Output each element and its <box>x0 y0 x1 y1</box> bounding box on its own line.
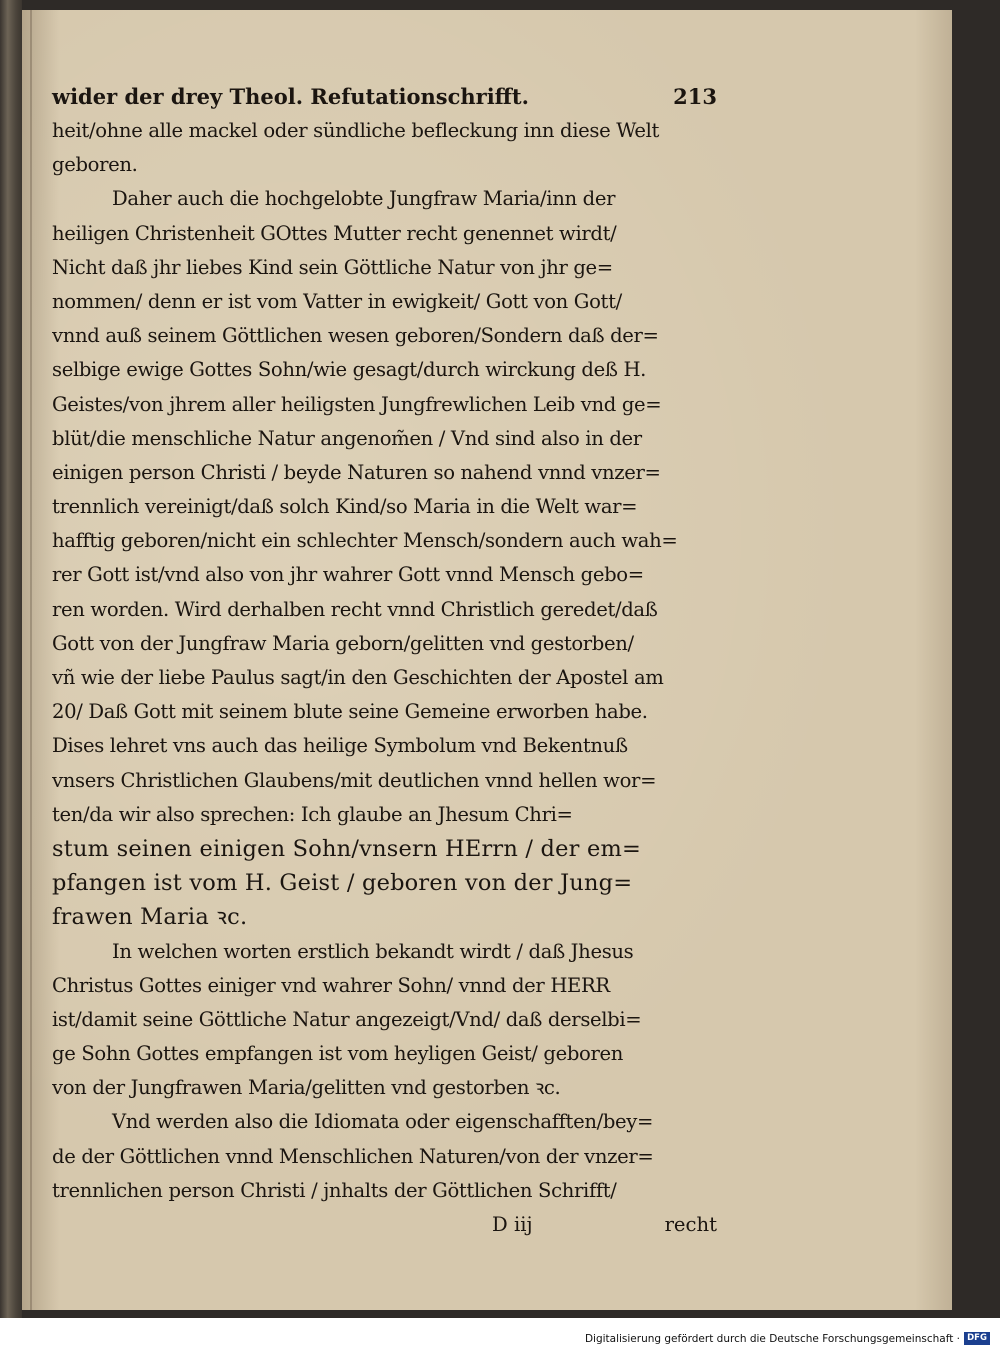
running-title: wider der drey Theol. Refutationschrifft. <box>52 84 529 109</box>
book-page <box>22 10 952 1310</box>
book-binding-edge <box>0 0 22 1318</box>
text-line: 20/ Daß Gott mit seinem blute seine Gemeine erworben habe. <box>52 700 648 724</box>
text-line: Daher auch die hochgelobte Jungfraw Maria/inn der <box>112 187 616 211</box>
text-line: blüt/die menschliche Natur angenom̃en / Vnd sind also in der <box>52 426 642 450</box>
text-line: rer Gott ist/vnd also von jhr wahrer Gott vnnd Mensch gebo= <box>52 563 644 587</box>
gutter-shadow <box>30 10 32 1310</box>
page-text-block <box>52 80 717 1242</box>
text-line: ge Sohn Gottes empfangen ist vom heyligen Geist/ geboren <box>52 1042 624 1066</box>
page-footer <box>52 1208 717 1242</box>
text-line: heiligen Christenheit GOttes Mutter recht genennet wirdt/ <box>52 221 617 245</box>
catchword: recht <box>664 1213 717 1236</box>
text-line: ren worden. Wird derhalben recht vnnd Christlich geredet/daß <box>52 597 658 621</box>
text-line: trennlich vereinigt/daß solch Kind/so Maria in die Welt war= <box>52 495 638 519</box>
text-line: hafftig geboren/nicht ein schlechter Mensch/sondern auch wah= <box>52 529 678 553</box>
creed-line: stum seinen einigen Sohn/vnsern HErrn / der em= <box>52 835 642 862</box>
signature-mark: D iij <box>492 1213 533 1236</box>
creed-line: frawen Maria ꝛc. <box>52 904 248 931</box>
text-line: geboren. <box>52 153 138 177</box>
text-line: Vnd werden also die Idiomata oder eigenschafften/bey= <box>112 1110 654 1134</box>
text-line: ist/damit seine Göttliche Natur angezeigt/Vnd/ daß derselbi= <box>52 1007 642 1031</box>
text-line: vñ wie der liebe Paulus sagt/in den Geschichten der Apostel am <box>52 666 664 689</box>
text-line: von der Jungfrawen Maria/gelitten vnd gestorben ꝛc. <box>52 1076 561 1100</box>
text-line: In welchen worten erstlich bekandt wirdt / daß Jhesus <box>112 939 634 963</box>
digitization-credit: Digitalisierung gefördert durch die Deutsche Forschungsgemeinschaft · <box>584 1333 960 1345</box>
text-line: einigen person Christi / beyde Naturen so nahend vnnd vnzer= <box>52 460 661 484</box>
text-line: Dises lehret vns auch das heilige Symbolum vnd Bekentnuß <box>52 734 628 758</box>
text-line: trennlichen person Christi / jnhalts der Göttlichen Schrifft/ <box>52 1178 617 1202</box>
text-line: Nicht daß jhr liebes Kind sein Göttliche Natur von jhr ge= <box>52 255 613 279</box>
text-line: ten/da wir also sprechen: Ich glaube an Jhesum Chri= <box>52 802 573 826</box>
text-line: Christus Gottes einiger vnd wahrer Sohn/ vnnd der HERR <box>52 973 610 997</box>
dfg-logo: DFG <box>964 1332 990 1345</box>
text-line: selbige ewige Gottes Sohn/wie gesagt/durch wirckung deß H. <box>52 358 647 382</box>
text-line: Gott von der Jungfraw Maria geborn/gelitten vnd gestorben/ <box>52 631 634 655</box>
text-line: nommen/ denn er ist vom Vatter in ewigkeit/ Gott von Gott/ <box>52 289 622 313</box>
text-line: Geistes/von jhrem aller heiligsten Jungfrewlichen Leib vnd ge= <box>52 392 662 416</box>
text-line: de der Göttlichen vnnd Menschlichen Naturen/von der vnzer= <box>52 1144 654 1168</box>
text-line: vnsers Christlichen Glaubens/mit deutlichen vnnd hellen wor= <box>52 768 657 792</box>
text-line: heit/ohne alle mackel oder sündliche befleckung inn diese Welt <box>52 119 660 142</box>
text-line: vnnd auß seinem Göttlichen wesen geboren/Sondern daß der= <box>52 324 659 348</box>
creed-line: pfangen ist vom H. Geist / geboren von der Jung= <box>52 870 633 897</box>
page-number: 213 <box>673 84 717 109</box>
running-head <box>52 80 717 114</box>
